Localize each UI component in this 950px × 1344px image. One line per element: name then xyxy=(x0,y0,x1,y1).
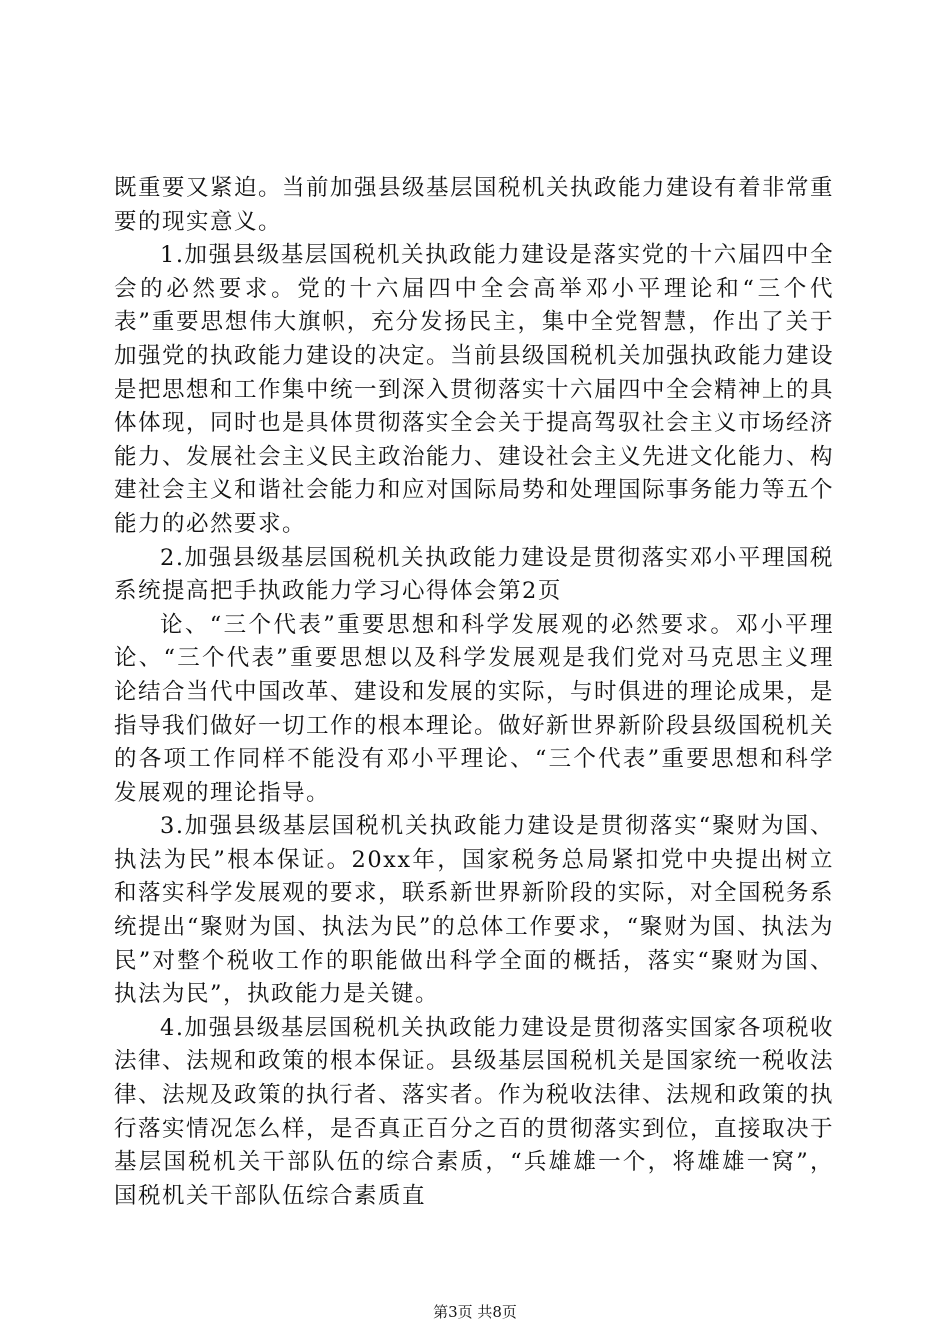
paragraph: 1.加强县级基层国税机关执政能力建设是落实党的十六届四中全会的必然要求。党的十六届四中全会高举邓小平理论和“三个代表”重要思想伟大旗帜，充分发扬民主，集中全党智慧，作出了关于加强党的执政能力建设的决定。当前县级国税机关加强执政能力建设是把思想和工作集中统一到深入贯彻落实十六届四中全会精神上的具体体现，同时也是具体贯彻落实全会关于提高驾驭社会主义市场经济能力、发展社会主义民主政治能力、建设社会主义先进文化能力、构建社会主义和谐社会能力和应对国际局势和处理国际事务能力等五个能力的必然要求。 xyxy=(114,242,835,537)
paragraph: 4.加强县级基层国税机关执政能力建设是贯彻落实国家各项税收法律、法规和政策的根本保证。县级基层国税机关是国家统一税收法律、法规及政策的执行者、落实者。作为税收法律、法规和政策的执行落实情况怎么样，是否真正百分之百的贯彻落实到位，直接取决于基层国税机关干部队伍的综合素质，“兵雄雄一个，将雄雄一窝”，国税机关干部队伍综合素质直 xyxy=(114,1014,835,1209)
paragraph: 论、“三个代表”重要思想和科学发展观的必然要求。邓小平理论、“三个代表”重要思想以及科学发展观是我们党对马克思主义理论结合当代中国改革、建设和发展的实际，与时俱进的理论成果，是指导我们做好一切工作的根本理论。做好新世界新阶段县级国税机关的各项工作同样不能没有邓小平理论、“三个代表”重要思想和科学发展观的理论指导。 xyxy=(114,611,835,806)
paragraph: 2.加强县级基层国税机关执政能力建设是贯彻落实邓小平理国税系统提高把手执政能力学习心得体会第2页 xyxy=(114,544,834,605)
paragraph: 3.加强县级基层国税机关执政能力建设是贯彻落实“聚财为国、执法为民”根本保证。20xx年，国家税务总局紧扣党中央提出树立和落实科学发展观的要求，联系新世界新阶段的实际，对全国税务系统提出“聚财为国、执法为民”的总体工作要求，“聚财为国、执法为民”对整个税收工作的职能做出科学全面的概括，落实“聚财为国、执法为民”，执政能力是关键。 xyxy=(114,813,835,1008)
page-footer: 第3页 共8页 xyxy=(433,1303,517,1321)
document-body xyxy=(114,172,834,1213)
paragraph: 既重要又紧迫。当前加强县级基层国税机关执政能力建设有着非常重要的现实意义。 xyxy=(114,175,835,235)
